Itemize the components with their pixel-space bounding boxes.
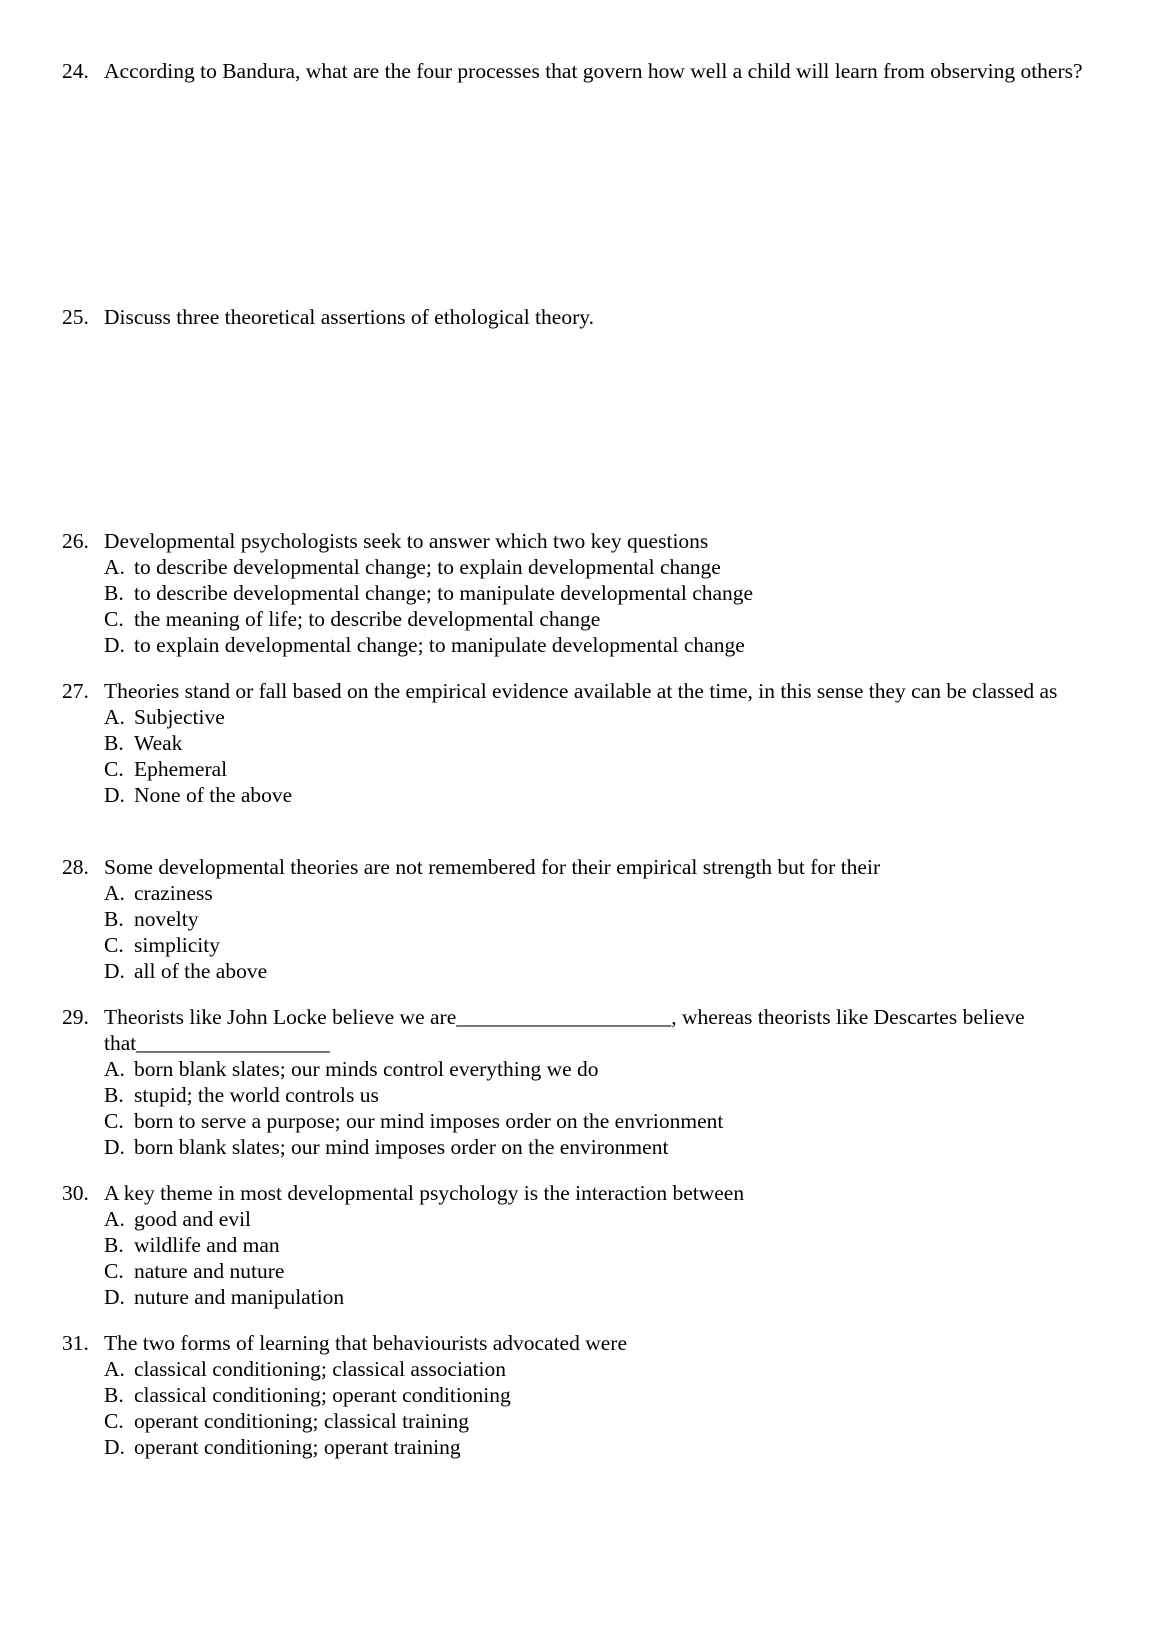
answer-option [104, 932, 1122, 958]
option-text: operant conditioning; classical training [134, 1409, 469, 1433]
question-text: Theorists like John Locke believe we are____________________, whereas theorists like Descartes believe that__________________ [104, 1005, 1025, 1055]
option-text: Ephemeral [134, 757, 228, 781]
option-letter: B. [104, 581, 124, 605]
option-letter: A. [104, 1057, 125, 1081]
answer-option [104, 1356, 1122, 1382]
answer-option [104, 1258, 1122, 1284]
option-letter: D. [104, 633, 125, 657]
option-letter: C. [104, 1109, 124, 1133]
option-letter: D. [104, 959, 125, 983]
answer-option [104, 1232, 1122, 1258]
answer-option [104, 958, 1122, 984]
option-letter: D. [104, 1435, 125, 1459]
answer-option [104, 756, 1122, 782]
answer-option [104, 1134, 1122, 1160]
answer-option [104, 1082, 1122, 1108]
option-text: stupid; the world controls us [134, 1083, 379, 1107]
option-text: good and evil [134, 1207, 252, 1231]
question-27 [62, 678, 1122, 808]
option-letter: A. [104, 705, 125, 729]
question-number: 26. [62, 529, 89, 553]
option-text: to describe developmental change; to explain developmental change [134, 555, 721, 579]
answer-option [104, 1108, 1122, 1134]
question-26 [62, 528, 1122, 658]
option-letter: A. [104, 1207, 125, 1231]
option-text: born blank slates; our minds control everything we do [134, 1057, 599, 1081]
question-number: 30. [62, 1181, 89, 1205]
question-30 [62, 1180, 1122, 1310]
question-text: According to Bandura, what are the four processes that govern how well a child will learn from observing others? [104, 59, 1083, 83]
question-number: 27. [62, 679, 89, 703]
answer-options [104, 554, 1122, 658]
option-text: simplicity [134, 933, 220, 957]
option-letter: B. [104, 1233, 124, 1257]
option-letter: B. [104, 731, 124, 755]
option-text: born to serve a purpose; our mind imposes order on the envrionment [134, 1109, 724, 1133]
answer-options [104, 1206, 1122, 1310]
option-text: None of the above [134, 783, 293, 807]
answer-option [104, 1206, 1122, 1232]
option-text: the meaning of life; to describe developmental change [134, 607, 601, 631]
option-text: novelty [134, 907, 199, 931]
question-31 [62, 1330, 1122, 1460]
option-letter: A. [104, 881, 125, 905]
option-letter: A. [104, 555, 125, 579]
option-letter: D. [104, 1285, 125, 1309]
option-letter: B. [104, 907, 124, 931]
question-text: A key theme in most developmental psychology is the interaction between [104, 1181, 745, 1205]
option-letter: C. [104, 757, 124, 781]
question-number: 25. [62, 305, 89, 329]
option-letter: C. [104, 607, 124, 631]
option-text: Subjective [134, 705, 225, 729]
question-text: The two forms of learning that behaviourists advocated were [104, 1331, 627, 1355]
answer-options [104, 1356, 1122, 1460]
answer-options [104, 1056, 1122, 1160]
answer-option [104, 1284, 1122, 1310]
option-text: nature and nuture [134, 1259, 285, 1283]
question-text: Theories stand or fall based on the empirical evidence available at the time, in this sense they can be classed as [104, 679, 1058, 703]
answer-option [104, 606, 1122, 632]
option-letter: A. [104, 1357, 125, 1381]
option-text: born blank slates; our mind imposes order on the environment [134, 1135, 669, 1159]
answer-option [104, 730, 1122, 756]
answer-option [104, 880, 1122, 906]
question-text: Some developmental theories are not remembered for their empirical strength but for their [104, 855, 881, 879]
answer-options [104, 880, 1122, 984]
option-text: craziness [134, 881, 213, 905]
question-28 [62, 854, 1122, 984]
question-text: Developmental psychologists seek to answer which two key questions [104, 529, 709, 553]
answer-option [104, 704, 1122, 730]
option-letter: D. [104, 1135, 125, 1159]
answer-option [104, 632, 1122, 658]
question-text: Discuss three theoretical assertions of ethological theory. [104, 305, 594, 329]
answer-option [104, 1408, 1122, 1434]
answer-option [104, 1382, 1122, 1408]
answer-options [104, 704, 1122, 808]
option-letter: C. [104, 1409, 124, 1433]
question-24 [62, 58, 1122, 84]
answer-option [104, 782, 1122, 808]
option-text: to describe developmental change; to manipulate developmental change [134, 581, 754, 605]
option-text: operant conditioning; operant training [134, 1435, 461, 1459]
question-number: 28. [62, 855, 89, 879]
option-text: classical conditioning; operant conditioning [134, 1383, 511, 1407]
answer-option [104, 1434, 1122, 1460]
option-letter: C. [104, 1259, 124, 1283]
answer-option [104, 554, 1122, 580]
option-letter: D. [104, 783, 125, 807]
question-29 [62, 1004, 1122, 1160]
option-text: nuture and manipulation [134, 1285, 345, 1309]
option-letter: C. [104, 933, 124, 957]
question-number: 29. [62, 1005, 89, 1029]
option-text: wildlife and man [134, 1233, 280, 1257]
option-text: to explain developmental change; to manipulate developmental change [134, 633, 745, 657]
option-letter: B. [104, 1083, 124, 1107]
option-letter: B. [104, 1383, 124, 1407]
option-text: classical conditioning; classical association [134, 1357, 506, 1381]
question-number: 24. [62, 59, 89, 83]
answer-option [104, 1056, 1122, 1082]
option-text: Weak [134, 731, 183, 755]
answer-option [104, 580, 1122, 606]
option-text: all of the above [134, 959, 268, 983]
question-25 [62, 304, 1122, 330]
answer-option [104, 906, 1122, 932]
question-number: 31. [62, 1331, 89, 1355]
